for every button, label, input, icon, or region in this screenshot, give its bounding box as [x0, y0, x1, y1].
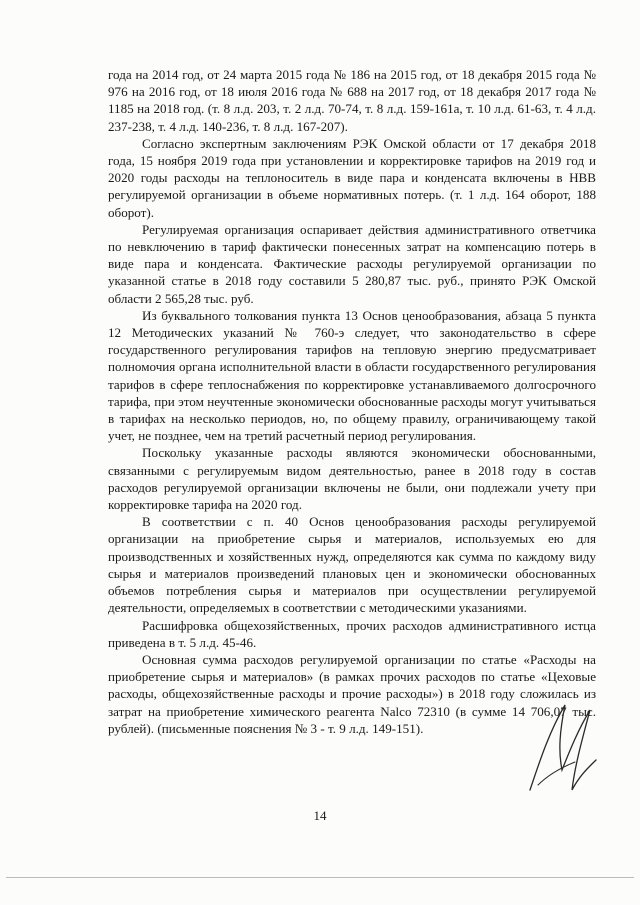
paragraph-4: Из буквального толкования пункта 13 Основ ценообразования, абзаца 5 пункта 12 Методических указаний № 760-э следует, что законодательство в сфере государственного регулирования тарифов на тепловую энергию предусматривает полномочия органа исполнительной власти в области государственного регулирования тарифов в сфере теплоснабжения по корректировке устанавливаемого долгосрочного тарифа, при этом неучтенные экономически обоснованные расходы могут учитываться в тарифах на несколько периодов, но, по общему правилу, ограничивающему такой учет, не позднее, чем на третий расчетный период регулирования. — [108, 307, 596, 444]
paragraph-8: Основная сумма расходов регулируемой организации по статье «Расходы на приобретение сырья и материалов» (в рамках прочих расходов по статье «Цеховые расходы, общехозяйственные расходы и прочие расходы») в 2018 году сложилась из затрат на приобретение химического реагента Nalco 72310 (в сумме 14 706,07 тыс. рублей). (письменные пояснения № 3 - т. 9 л.д. 149-151). — [108, 651, 596, 736]
paragraph-6: В соответствии с п. 40 Основ ценообразования расходы регулируемой организации на приобретение сырья и материалов, используемых ею для производственных и хозяйственных нужд, определяются как сумма по каждому виду сырья и материалов произведений плановых цен и экономически обоснованных объемов потребления сырья и материалов при осуществлении регулируемой деятельности, определяемых в соответствии с методическими указаниями. — [108, 514, 596, 616]
paragraph-2: Согласно экспертным заключениям РЭК Омской области от 17 декабря 2018 года, 15 ноября 2019 года при установлении и корректировке тарифов на 2019 год и 2020 годы расходы на теплоноситель в виде пара и конденсата включены в НВВ регулируемой организации в объеме нормативных потерь. (т. 1 л.д. 164 оборот, 188 оборот). — [108, 135, 596, 220]
page-number: 14 — [313, 808, 327, 823]
paragraph-7: Расшифровка общехозяйственных, прочих расходов административного истца приведена в т. 5 л.д. 45-46. — [108, 617, 596, 650]
document-body — [108, 66, 596, 737]
scan-edge-line — [6, 877, 634, 878]
paragraph-5: Поскольку указанные расходы являются экономически обоснованными, связанными с регулируемым видом деятельностью, ранее в 2018 году в состав расходов регулируемой организации включены не были, они подлежали учету при корректировке тарифа на 2020 год. — [108, 445, 596, 513]
paragraph-1: года на 2014 год, от 24 марта 2015 года № 186 на 2015 год, от 18 декабря 2015 года № 976 на 2016 год, от 18 июля 2016 года № 688 на 2017 год, от 18 декабря 2017 года № 1185 на 2018 год. (т. 8 л.д. 203, т. 2 л.д. 70-74, т. 8 л.д. 159-161а, т. 10 л.д. 61-63, т. 4 л.д. 237-238, т. 4 л.д. 140-236, т. 8 л.д. 167-207). — [108, 67, 596, 134]
paragraph-3: Регулируемая организация оспаривает действия административного ответчика по невключению в тариф фактически понесенных затрат на компенсацию потерь в виде пара и конденсата. Фактические расходы регулируемой организации по указанной статье в 2018 году составили 5 280,87 тыс. руб., принято РЭК Омской области 2 565,28 тыс. руб. — [108, 221, 596, 306]
handwritten-signature — [520, 690, 600, 810]
